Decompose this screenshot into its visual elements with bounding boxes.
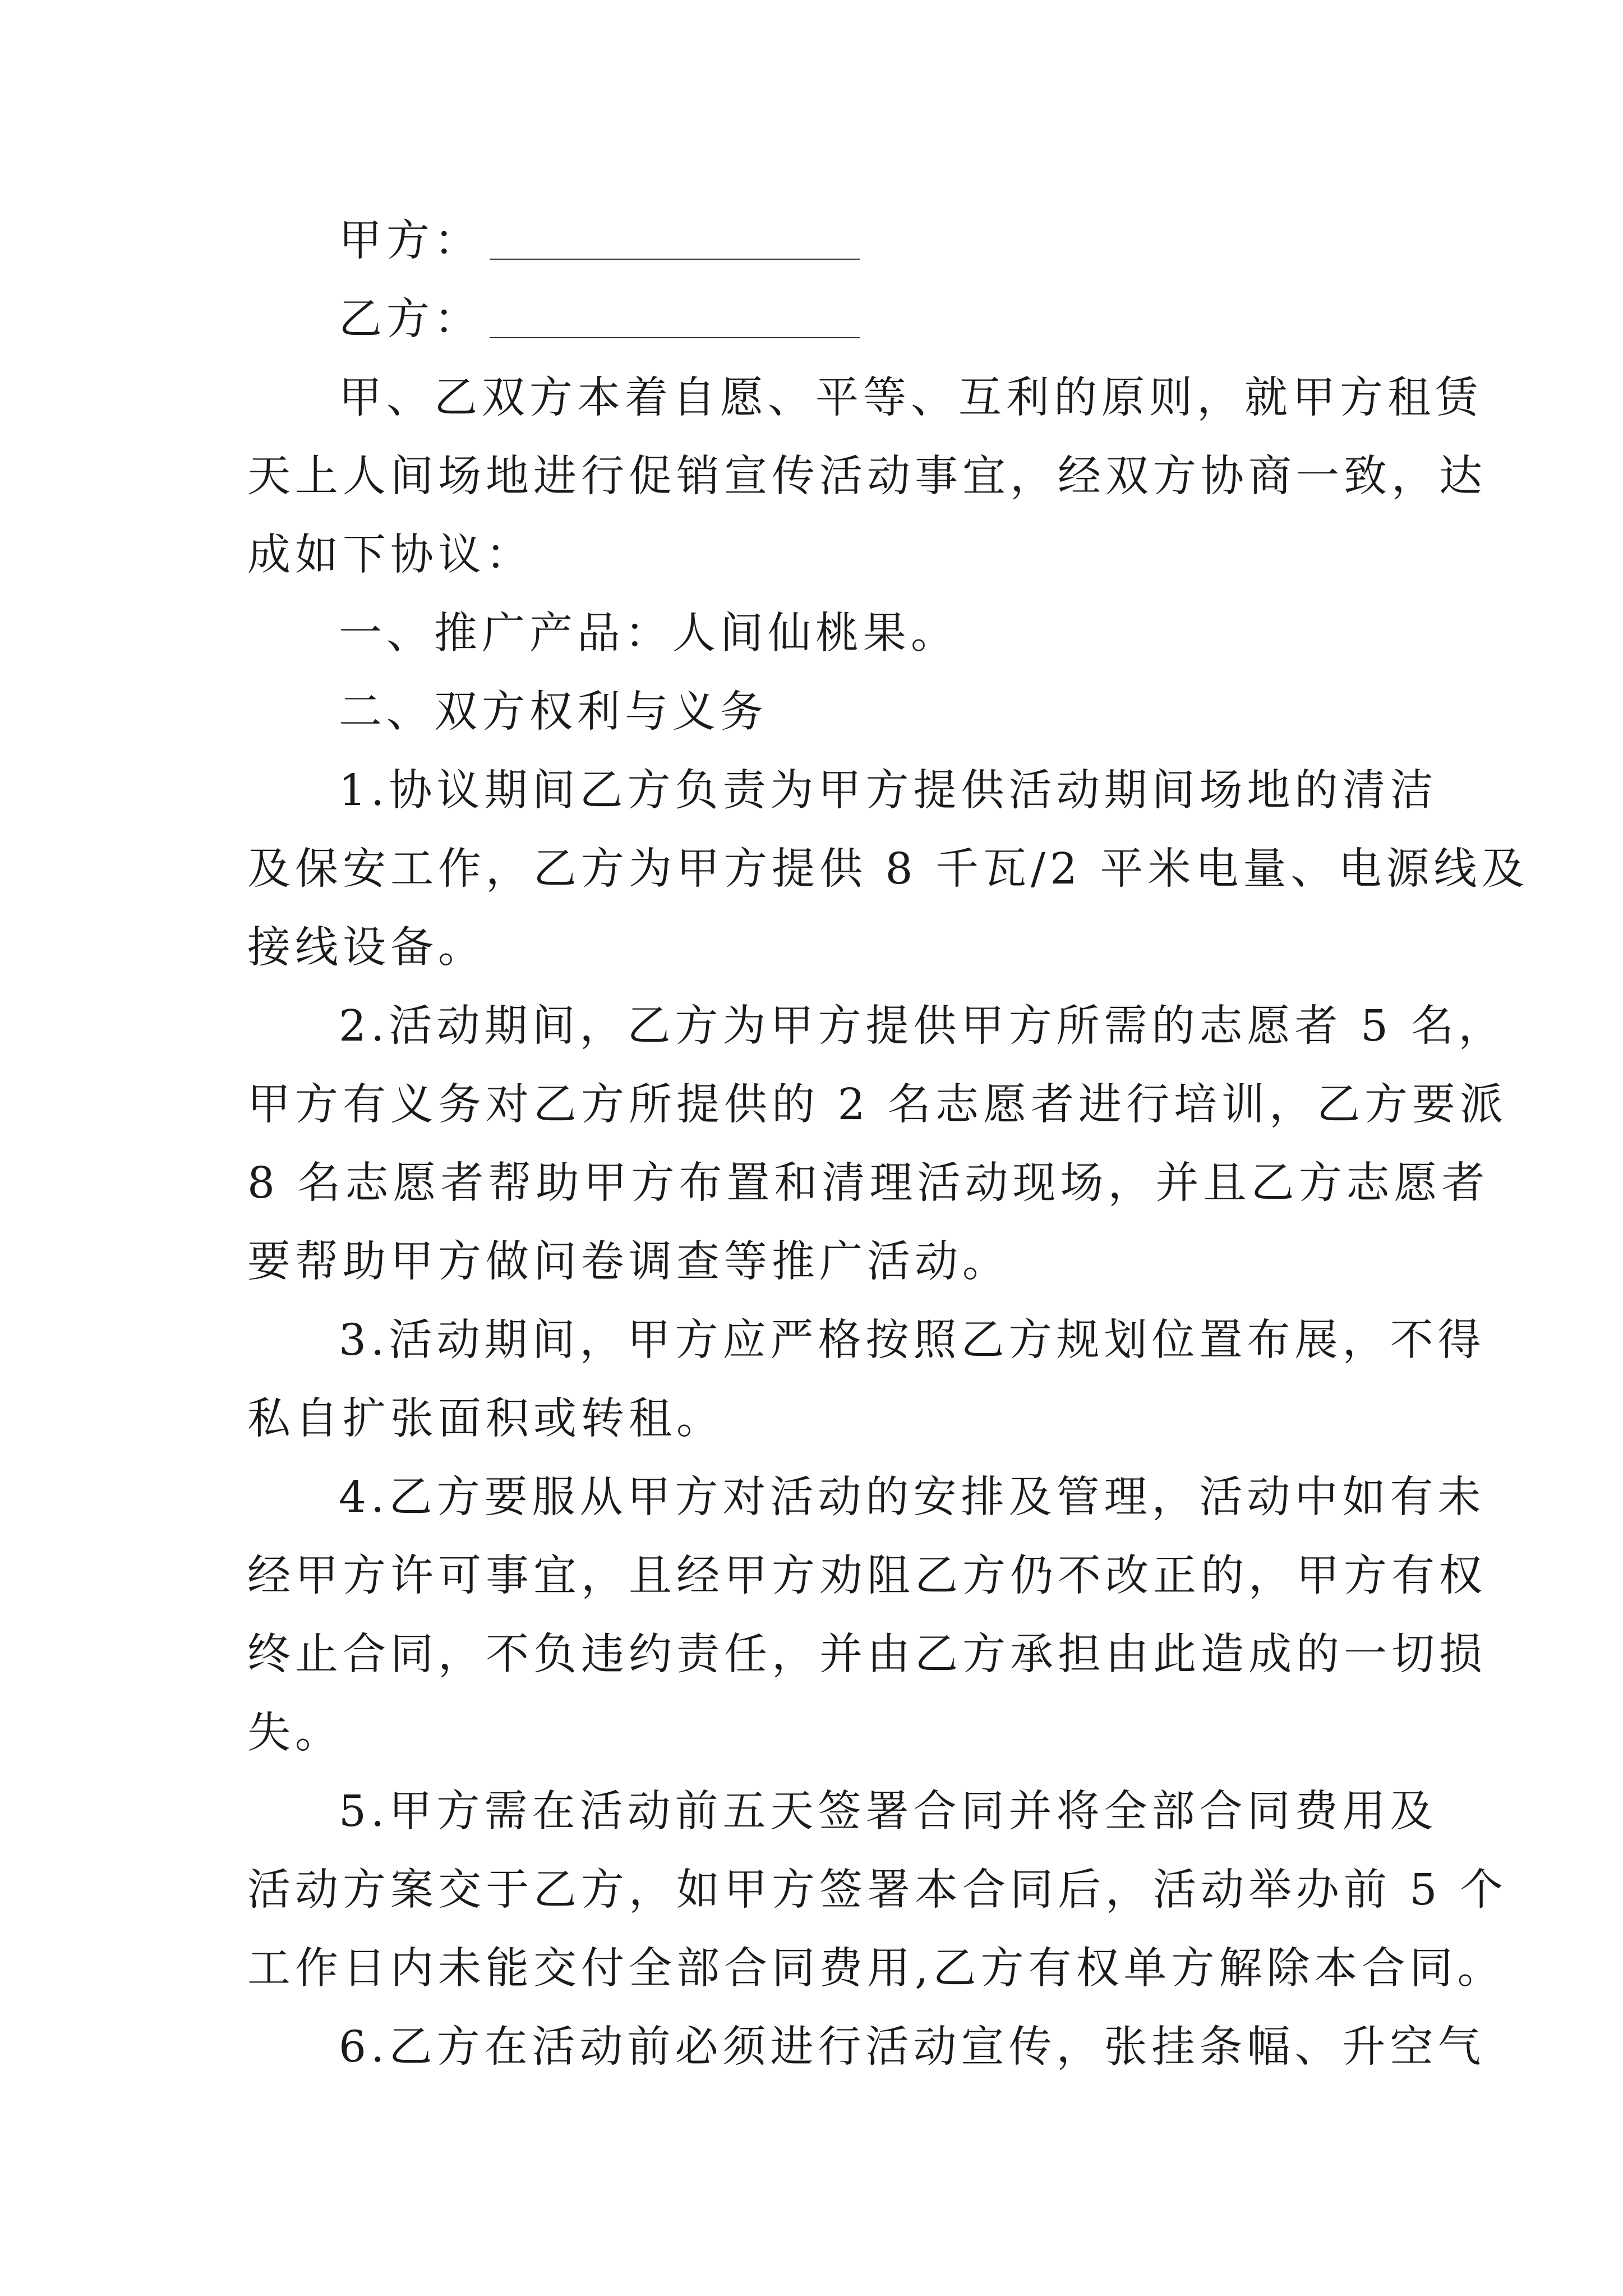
text-line: 甲、乙双方本着自愿、平等、互利的原则，就甲方租赁 xyxy=(339,373,1483,423)
text-line: 经甲方许可事宜，且经甲方劝阻乙方仍不改正的，甲方有权 xyxy=(247,1551,1487,1601)
party-b-label: 乙方： xyxy=(339,295,482,344)
text-line: 甲方有义务对乙方所提供的 2 名志愿者进行培训，乙方要派 xyxy=(247,1080,1507,1130)
paragraph-section-1 xyxy=(247,595,1387,673)
text-line: 4.乙方要服从甲方对活动的安排及管理，活动中如有未 xyxy=(339,1473,1486,1522)
paragraph-item-5 xyxy=(247,1773,1507,2008)
text-line: 8 名志愿者帮助甲方布置和清理活动现场，并且乙方志愿者 xyxy=(247,1158,1490,1208)
text-line: 工作日内未能交付全部合同费用,乙方有权单方解除本合同。 xyxy=(247,1944,1505,1994)
paragraph-preamble xyxy=(247,359,1487,595)
text-line: 终止合同，不负违约责任，并由乙方承担由此造成的一切损 xyxy=(247,1630,1487,1680)
text-line: 活动方案交于乙方，如甲方签署本合同后，活动举办前 5 个 xyxy=(247,1865,1507,1915)
text-line: 失。 xyxy=(247,1708,343,1758)
text-line: 及保安工作，乙方为甲方提供 8 千瓦/2 平米电量、电源线及 xyxy=(247,844,1529,894)
text-line: 2.活动期间，乙方为甲方提供甲方所需的志愿者 5 名， xyxy=(339,1001,1506,1051)
paragraph-item-4 xyxy=(247,1458,1487,1773)
paragraph-item-6 xyxy=(247,2008,1486,2087)
text-line: 6.乙方在活动前必须进行活动宣传，张挂条幅、升空气 xyxy=(339,2022,1486,2072)
party-b-blank xyxy=(490,337,860,338)
text-line: 成如下协议： xyxy=(247,530,533,580)
party-a-label: 甲方： xyxy=(339,216,482,266)
contract-body xyxy=(247,202,1529,2087)
text-line: 5.甲方需在活动前五天签署合同并将全部合同费用及 xyxy=(339,1787,1438,1837)
paragraph-item-1 xyxy=(247,752,1529,987)
paragraph-item-2 xyxy=(247,987,1507,1301)
text-line: 3.活动期间，甲方应严格按照乙方规划位置布展，不得 xyxy=(339,1315,1486,1365)
paragraph-item-3 xyxy=(247,1301,1486,1458)
text-line: 要帮助甲方做问卷调查等推广活动。 xyxy=(247,1237,1010,1287)
text-line: 接线设备。 xyxy=(247,923,486,973)
text-line: 私自扩张面积或转租。 xyxy=(247,1394,724,1444)
party-b-line xyxy=(247,280,1387,359)
text-line: 二、双方权利与义务 xyxy=(339,687,768,737)
text-line: 一、推广产品：人间仙桃果。 xyxy=(339,609,958,659)
party-a-blank xyxy=(490,259,860,260)
text-line: 天上人间场地进行促销宣传活动事宜，经双方协商一致，达 xyxy=(247,452,1487,501)
text-line: 1.协议期间乙方负责为甲方提供活动期间场地的清洁 xyxy=(339,766,1438,816)
paragraph-section-2 xyxy=(247,673,1387,752)
party-a-line xyxy=(247,202,1387,280)
